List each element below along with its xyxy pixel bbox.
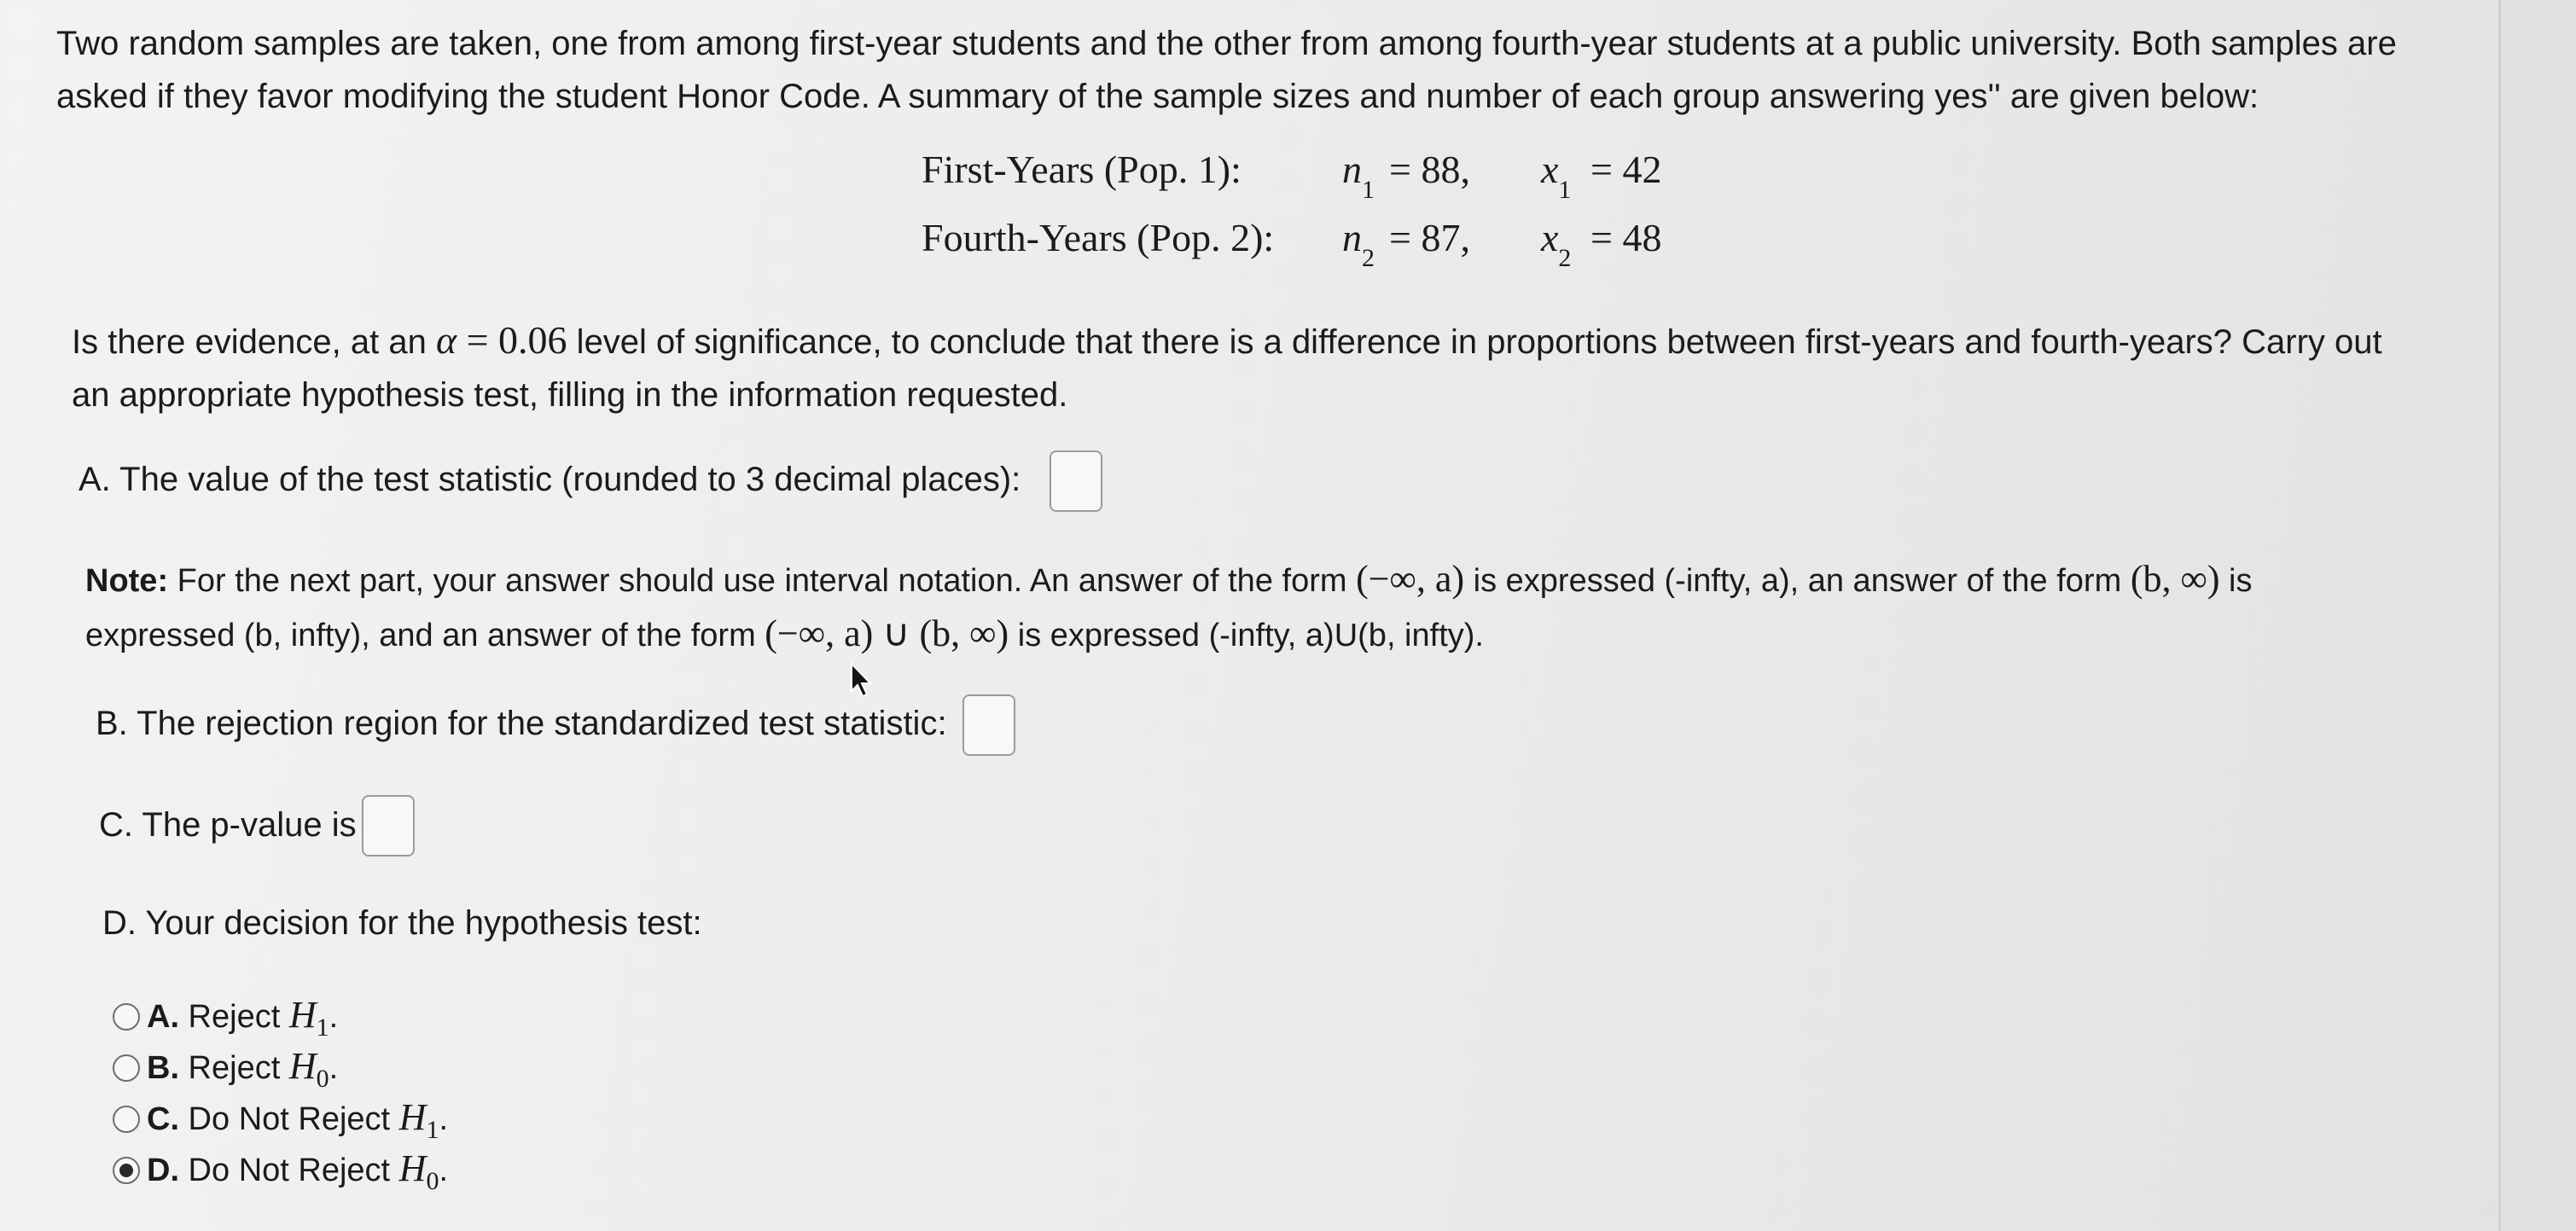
n-var: $n_1$ <box>1342 148 1375 205</box>
rejection-region-input[interactable] <box>962 694 1015 756</box>
sample-label: First-Years (Pop. 1): <box>922 148 1241 191</box>
question-line-2: an appropriate hypothesis test, filling in the information requested. <box>72 376 1068 414</box>
x-var: $x_1$ <box>1541 148 1572 205</box>
part-c-label: C. The p-value is <box>99 806 357 844</box>
radio-button[interactable] <box>113 1106 140 1133</box>
problem-intro <box>56 17 2548 123</box>
option-label: B. Reject $H_0$. <box>147 1045 339 1093</box>
question-text <box>72 314 2546 421</box>
part-d-label: D. Your decision for the hypothesis test: <box>102 904 702 942</box>
intro-line-1: Two random samples are taken, one from among first-year students and the other from among fourth-year students at a public university. Both samples are <box>56 25 2397 62</box>
sample-label: Fourth-Years (Pop. 2): <box>922 216 1275 259</box>
form-two-sided: (−∞, a) ∪ (b, ∞) <box>765 613 1009 654</box>
radio-button-selected[interactable] <box>113 1157 140 1184</box>
n-value: = 87, <box>1389 216 1470 259</box>
option-label: A. Reject $H_1$. <box>147 994 339 1042</box>
option-label: C. Do Not Reject $H_1$. <box>147 1096 448 1144</box>
question-line-1: Is there evidence, at an α = 0.06 level of significance, to conclude that there is a difference in proportions between first-years and fourth-years? Carry out <box>72 318 2382 362</box>
mouse-cursor-icon <box>846 662 875 700</box>
part-b-label: B. The rejection region for the standardized test statistic: <box>96 705 947 742</box>
form-upper: (b, ∞) <box>2130 558 2220 600</box>
p-value-input[interactable] <box>362 795 415 856</box>
option-label: D. Do Not Reject $H_0$. <box>147 1147 448 1195</box>
x-var: $x_2$ <box>1541 216 1572 273</box>
n-value: = 88, <box>1389 148 1470 191</box>
intro-line-2: asked if they favor modifying the student Honor Code. A summary of the sample sizes and number of each group answering yes'' are given below: <box>56 78 2259 115</box>
interval-notation-note <box>85 553 2543 662</box>
note-line-2: expressed (b, infty), and an answer of the form (−∞, a) ∪ (b, ∞) is expressed (-infty, a)U(b, infty). <box>85 613 1484 654</box>
note-line-1: Note: For the next part, your answer should use interval notation. An answer of the form (−∞, a) is expressed (-infty, a), an answer of the form (b, ∞) is <box>85 558 2253 600</box>
test-statistic-input[interactable] <box>1050 450 1102 512</box>
n-var: $n_2$ <box>1342 216 1375 273</box>
alpha-symbol: α <box>435 318 457 362</box>
x-value: = 42 <box>1590 148 1662 191</box>
x-value: = 48 <box>1590 216 1662 259</box>
form-lower: (−∞, a) <box>1356 558 1465 600</box>
part-a-label: A. The value of the test statistic (rounded to 3 decimal places): <box>79 461 1021 498</box>
radio-button[interactable] <box>113 1054 140 1082</box>
radio-button[interactable] <box>113 1003 140 1031</box>
